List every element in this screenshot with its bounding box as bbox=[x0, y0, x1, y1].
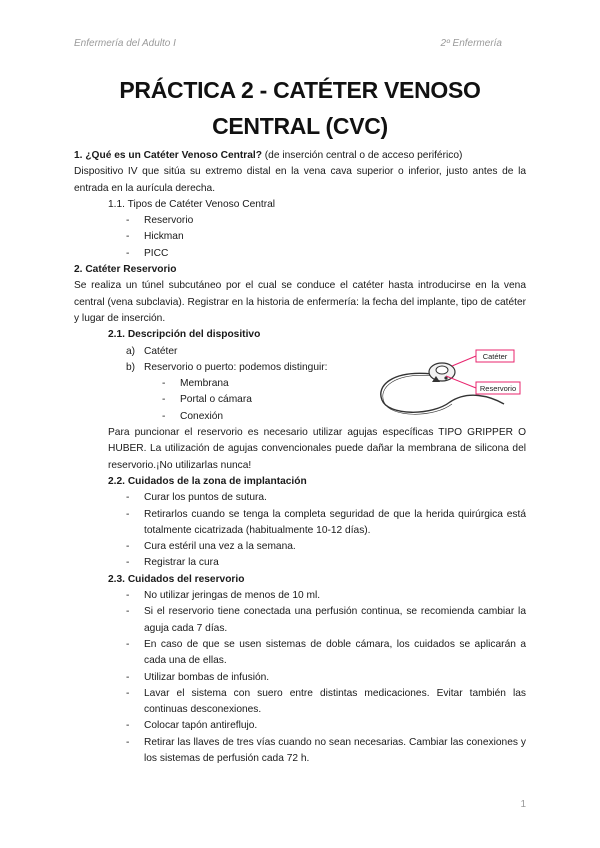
section-1-title: 1. ¿Qué es un Catéter Venoso Central? bbox=[74, 150, 262, 161]
list-item: - Retirarlos cuando se tenga la completa seguridad de que la herida quirúrgica está totalmente cicatrizada (habitualmente 10-12 días). bbox=[74, 507, 526, 540]
catheter-types-list bbox=[74, 213, 526, 262]
page-title bbox=[0, 72, 600, 144]
reservoir-care-list bbox=[74, 588, 526, 767]
list-item: - Reservorio bbox=[74, 213, 526, 229]
list-item-text: Catéter bbox=[144, 345, 178, 357]
header-course: 2º Enfermería bbox=[440, 38, 502, 49]
subsection-2-1-label: 2.1. Descripción del dispositivo bbox=[108, 329, 261, 341]
document-body bbox=[74, 148, 526, 767]
cateter-label: Catéter bbox=[482, 352, 508, 361]
section-1-text: Dispositivo IV que sitúa su extremo distal en la vena cava superior o inferior, justo antes de la entrada en la aurícula derecha. bbox=[74, 166, 526, 194]
implant-zone-care-list bbox=[74, 490, 526, 571]
list-item: - Hickman bbox=[74, 229, 526, 245]
list-item: - Registrar la cura bbox=[74, 555, 526, 571]
subsection-1-1-title: 1.1. Tipos de Catéter Venoso Central bbox=[108, 198, 276, 210]
list-marker: a) bbox=[126, 345, 136, 357]
reservorio-label: Reservorio bbox=[479, 384, 517, 393]
section-2-heading bbox=[74, 262, 526, 278]
subsection-2-2-label: 2.2. Cuidados de la zona de implantación bbox=[108, 475, 307, 487]
page-number: 1 bbox=[520, 799, 526, 810]
subsection-2-3-label: 2.3. Cuidados del reservorio bbox=[108, 573, 245, 585]
list-item: - Utilizar bombas de infusión. bbox=[74, 670, 526, 686]
list-item: - Colocar tapón antireflujo. bbox=[74, 718, 526, 734]
list-item-text: Reservorio o puerto: podemos distinguir: bbox=[144, 361, 328, 373]
subsection-2-2-title bbox=[74, 474, 526, 490]
list-item: - En caso de que se usen sistemas de doble cámara, los cuidados se aplicarán a cada una de ellas. bbox=[74, 637, 526, 670]
list-item: - Retirar las llaves de tres vías cuando no sean necesarias. Cambiar las conexiones y los sistemas de perfusión cada 72 h. bbox=[74, 735, 526, 768]
list-item: - Cura estéril una vez a la semana. bbox=[74, 539, 526, 555]
puncture-paragraph: Para puncionar el reservorio es necesario utilizar agujas específicas TIPO GRIPPER O HUBER. La utilización de agujas convencionales puede dañar la membrana de silicona del reservorio.¡No utilizarlas nunca! bbox=[108, 427, 526, 471]
list-item: - Si el reservorio tiene conectada una perfusión continua, se recomienda cambiar la aguja cada 7 días. bbox=[74, 604, 526, 637]
header-subject: Enfermería del Adulto I bbox=[74, 38, 176, 49]
section-1-note: (de inserción central o de acceso periférico) bbox=[261, 150, 463, 161]
cateter-pointer-line bbox=[452, 356, 476, 366]
list-marker: b) bbox=[126, 361, 136, 373]
title-line-1: PRÁCTICA 2 - CATÉTER VENOSO bbox=[119, 77, 481, 103]
catheter-reservoir-figure bbox=[372, 342, 522, 422]
list-item: - Curar los puntos de sutura. bbox=[74, 490, 526, 506]
reservorio-pointer-line bbox=[446, 376, 476, 388]
title-line-2: CENTRAL (CVC) bbox=[212, 113, 388, 139]
subsection-2-3-title bbox=[74, 572, 526, 588]
section-2-text: Se realiza un túnel subcutáneo por el cual se conduce el catéter hasta introducirse en la vena central (vena subclavia). Registrar en la historia de enfermería: la fecha del implante, tipo de catéter y lugar de inserción. bbox=[74, 280, 526, 324]
section-2-title: 2. Catéter Reservorio bbox=[74, 264, 177, 276]
list-item: - Membrana bbox=[74, 376, 526, 392]
section-1-heading bbox=[74, 148, 526, 164]
list-item: - Conexión bbox=[74, 409, 526, 425]
list-item: - Lavar el sistema con suero entre distintas medicaciones. Evitar también las continuas desconexiones. bbox=[74, 686, 526, 719]
list-item: - Portal o cámara bbox=[74, 392, 526, 408]
list-item: - No utilizar jeringas de menos de 10 ml. bbox=[74, 588, 526, 604]
reservoir-membrane bbox=[436, 366, 448, 374]
list-item: - PICC bbox=[74, 246, 526, 262]
